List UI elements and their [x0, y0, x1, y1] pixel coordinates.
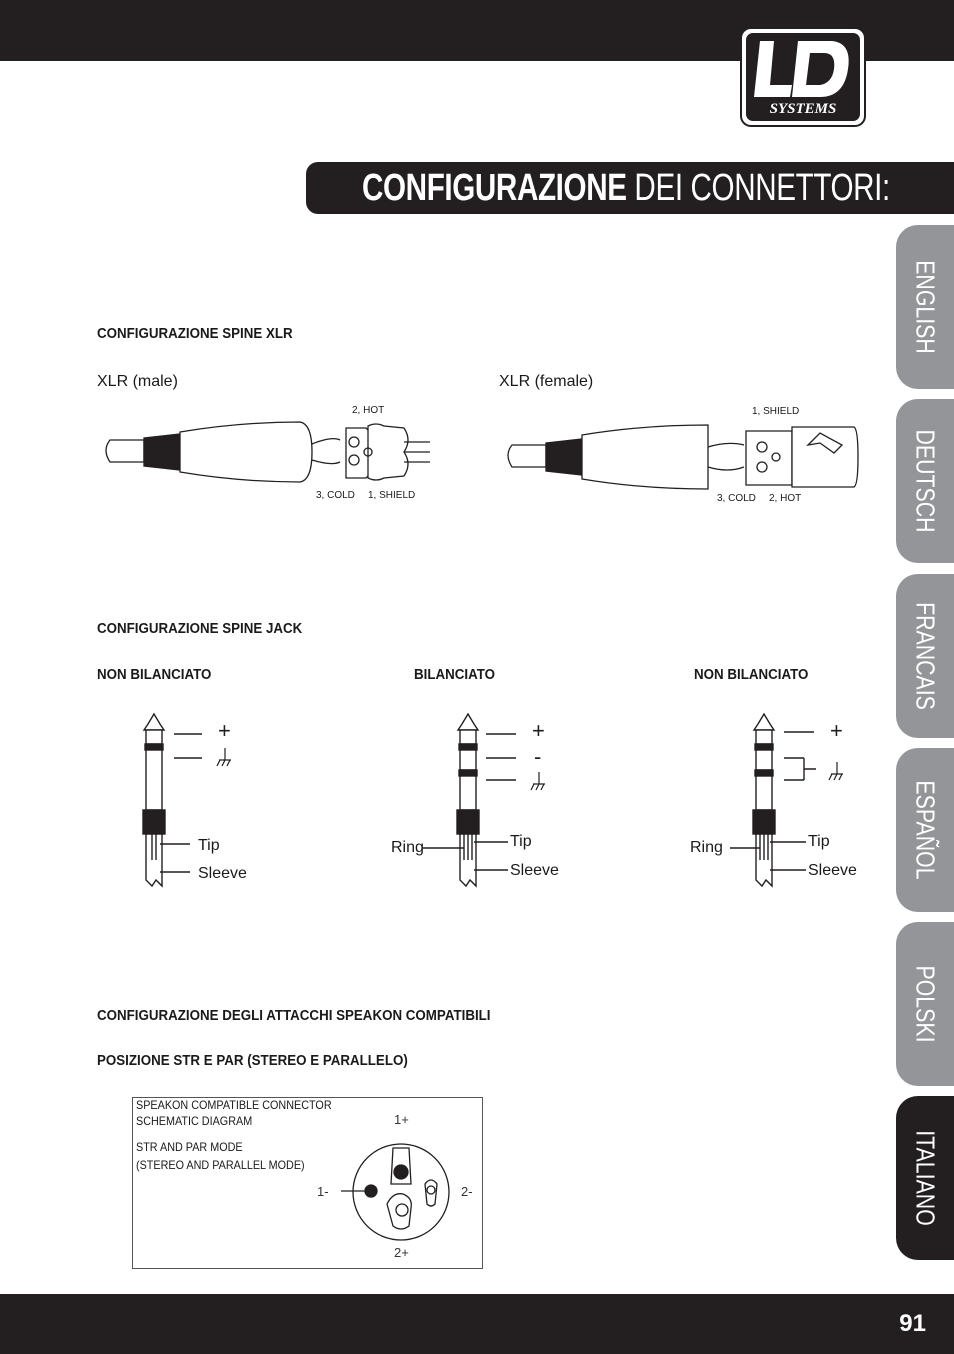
xlr-male-pin-hot: 2, HOT [352, 405, 385, 416]
xlr-female-diagram [502, 405, 862, 515]
page-number: 91 [899, 1310, 926, 1337]
speakon-title-line1: SPEAKON COMPATIBLE CONNECTOR [136, 1098, 332, 1112]
speakon-mode-line1: STR AND PAR MODE [136, 1140, 243, 1154]
xlr-male-label: XLR (male) [97, 373, 178, 390]
jack1-tip-label: Tip [198, 837, 220, 854]
xlr-female-pin-cold: 3, COLD [717, 493, 756, 504]
speakon-pin-1plus: 1+ [394, 1112, 409, 1127]
tab-deutsch[interactable] [896, 399, 954, 563]
speakon-heading: CONFIGURAZIONE DEGLI ATTACCHI SPEAKON COMPATIBILI [97, 1008, 491, 1024]
xlr-male-pin-shield: 1, SHIELD [368, 490, 416, 501]
tab-francais[interactable] [896, 574, 954, 738]
tab-label: ESPAÑOL [910, 780, 941, 880]
tab-label: POLSKI [910, 965, 941, 1043]
plus-symbol: + [218, 718, 231, 743]
plus-symbol: + [532, 718, 545, 743]
ground-icon [217, 748, 231, 766]
plus-symbol: + [830, 718, 843, 743]
jack-unbalanced-left-title: NON BILANCIATO [97, 667, 212, 683]
speakon-pin-2minus: 2- [461, 1184, 473, 1199]
jack2-tip-label: Tip [510, 833, 532, 850]
tab-label: FRANCAIS [910, 602, 941, 710]
jack3-sleeve-label: Sleeve [808, 862, 857, 879]
tab-polski[interactable] [896, 922, 954, 1086]
speakon-connector-diagram [313, 1128, 453, 1258]
jack-heading: CONFIGURAZIONE SPINE JACK [97, 621, 303, 637]
page-title [362, 166, 890, 210]
tab-italiano[interactable] [896, 1096, 954, 1260]
jack-balanced-title: BILANCIATO [414, 667, 496, 683]
page-title-bold: CONFIGURAZIONE [362, 167, 627, 209]
xlr-female-pin-shield: 1, SHIELD [752, 406, 800, 417]
tab-label: ENGLISH [910, 260, 941, 354]
jack2-sleeve-label: Sleeve [510, 862, 559, 879]
page-title-bar [306, 162, 954, 214]
ground-icon [829, 762, 843, 780]
ground-icon [531, 772, 545, 790]
jack-unbalanced-right-title: NON BILANCIATO [694, 667, 809, 683]
speakon-title-line2: SCHEMATIC DIAGRAM [136, 1114, 253, 1128]
jack2-ring-label: Ring [391, 839, 424, 856]
jack1-sleeve-label: Sleeve [198, 865, 247, 882]
xlr-female-pin-hot: 2, HOT [769, 493, 802, 504]
speakon-subheading: POSIZIONE STR E PAR (STEREO E PARALLELO) [97, 1053, 408, 1069]
footer-bar [0, 1294, 954, 1354]
page-title-light: DEI CONNETTORI: [626, 167, 890, 209]
xlr-female-label: XLR (female) [499, 373, 594, 390]
tab-espanol[interactable] [896, 748, 954, 912]
tab-label: ITALIANO [910, 1130, 941, 1226]
xlr-male-pin-cold: 3, COLD [316, 490, 355, 501]
tab-label: DEUTSCH [910, 429, 941, 533]
logo-subtext: SYSTEMS [769, 101, 837, 117]
speakon-pin-2plus: 2+ [394, 1245, 409, 1260]
minus-symbol: - [534, 744, 542, 769]
jack3-tip-label: Tip [808, 833, 830, 850]
ld-systems-logo [740, 27, 866, 127]
jack3-ring-label: Ring [690, 839, 723, 856]
speakon-diagram-box [132, 1097, 483, 1269]
speakon-mode-line2: (STEREO AND PARALLEL MODE) [136, 1158, 305, 1172]
xlr-heading: CONFIGURAZIONE SPINE XLR [97, 326, 293, 342]
speakon-pin-1minus: 1- [317, 1184, 329, 1199]
tab-english[interactable] [896, 225, 954, 389]
